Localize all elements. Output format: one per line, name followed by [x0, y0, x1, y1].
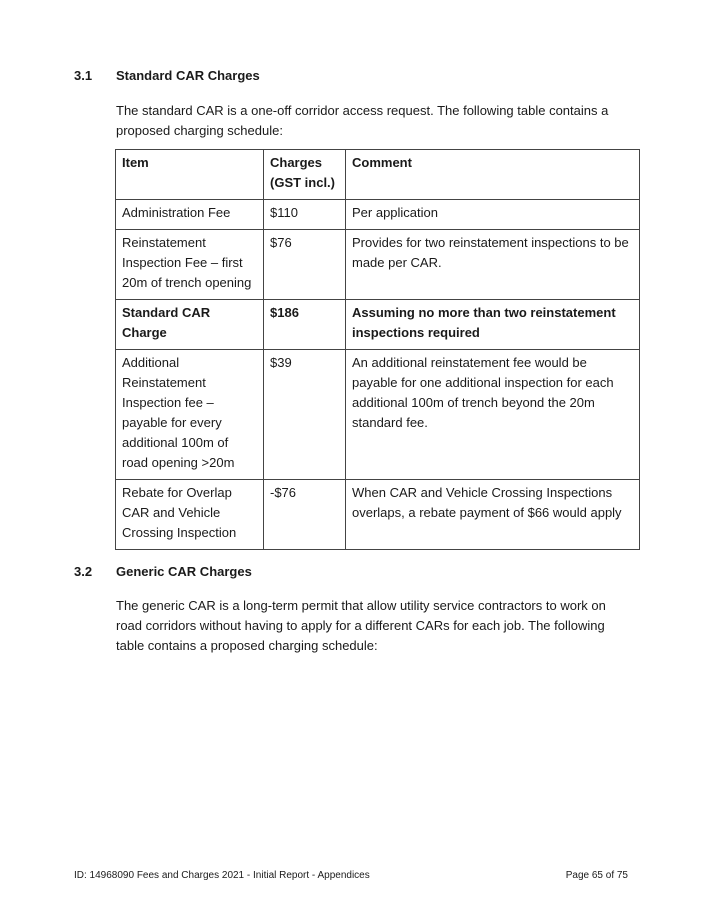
section-intro-3-2: The generic CAR is a long-term permit that allow utility service contractors to work on road corridors without having to apply for a different CARs for each job. The following table contains a proposed charging schedule: — [116, 598, 606, 653]
table-row — [116, 200, 640, 230]
cell-comment: Assuming no more than two reinstatement inspections required — [346, 300, 640, 350]
table-row — [116, 230, 640, 300]
cell-comment: An additional reinstatement fee would be payable for one additional inspection for each additional 100m of trench beyond the 20m standard fee. — [346, 350, 640, 480]
table-row — [116, 350, 640, 480]
cell-charge: $110 — [264, 200, 346, 230]
header-charges — [264, 150, 346, 200]
section-intro-3-1: The standard CAR is a one-off corridor access request. The following table contains a proposed charging schedule: — [116, 103, 609, 138]
cell-item: Rebate for Overlap CAR and Vehicle Crossing Inspection — [116, 480, 264, 550]
table-header-row — [116, 150, 640, 200]
cell-item: Additional Reinstatement Inspection fee – payable for every additional 100m of road opening >20m — [116, 350, 264, 480]
header-comment: Comment — [346, 150, 640, 200]
footer-doc-id: ID: 14968090 Fees and Charges 2021 - Initial Report - Appendices — [74, 870, 370, 881]
cell-comment: When CAR and Vehicle Crossing Inspections overlaps, a rebate payment of $66 would apply — [346, 480, 640, 550]
section-number: 3.2 — [74, 564, 93, 579]
section-heading-3-1 — [74, 67, 260, 85]
footer-page-number: Page 65 of 75 — [565, 870, 628, 881]
cell-charge: -$76 — [264, 480, 346, 550]
cell-item: Standard CAR Charge — [116, 300, 264, 350]
table-row — [116, 480, 640, 550]
cell-charge: $186 — [264, 300, 346, 350]
cell-item: Reinstatement Inspection Fee – first 20m of trench opening — [116, 230, 264, 300]
section-heading-3-2 — [74, 563, 252, 581]
table-row-total — [116, 300, 640, 350]
cell-item: Administration Fee — [116, 200, 264, 230]
cell-charge: $76 — [264, 230, 346, 300]
section-number: 3.1 — [74, 68, 93, 83]
standard-car-charges-table — [115, 149, 640, 550]
cell-comment: Per application — [346, 200, 640, 230]
header-charges-line2: (GST incl.) — [270, 175, 335, 190]
header-item: Item — [116, 150, 264, 200]
header-charges-line1: Charges — [270, 155, 323, 170]
section-title: Standard CAR Charges — [116, 68, 260, 83]
cell-charge: $39 — [264, 350, 346, 480]
section-title: Generic CAR Charges — [116, 564, 252, 579]
cell-comment: Provides for two reinstatement inspections to be made per CAR. — [346, 230, 640, 300]
